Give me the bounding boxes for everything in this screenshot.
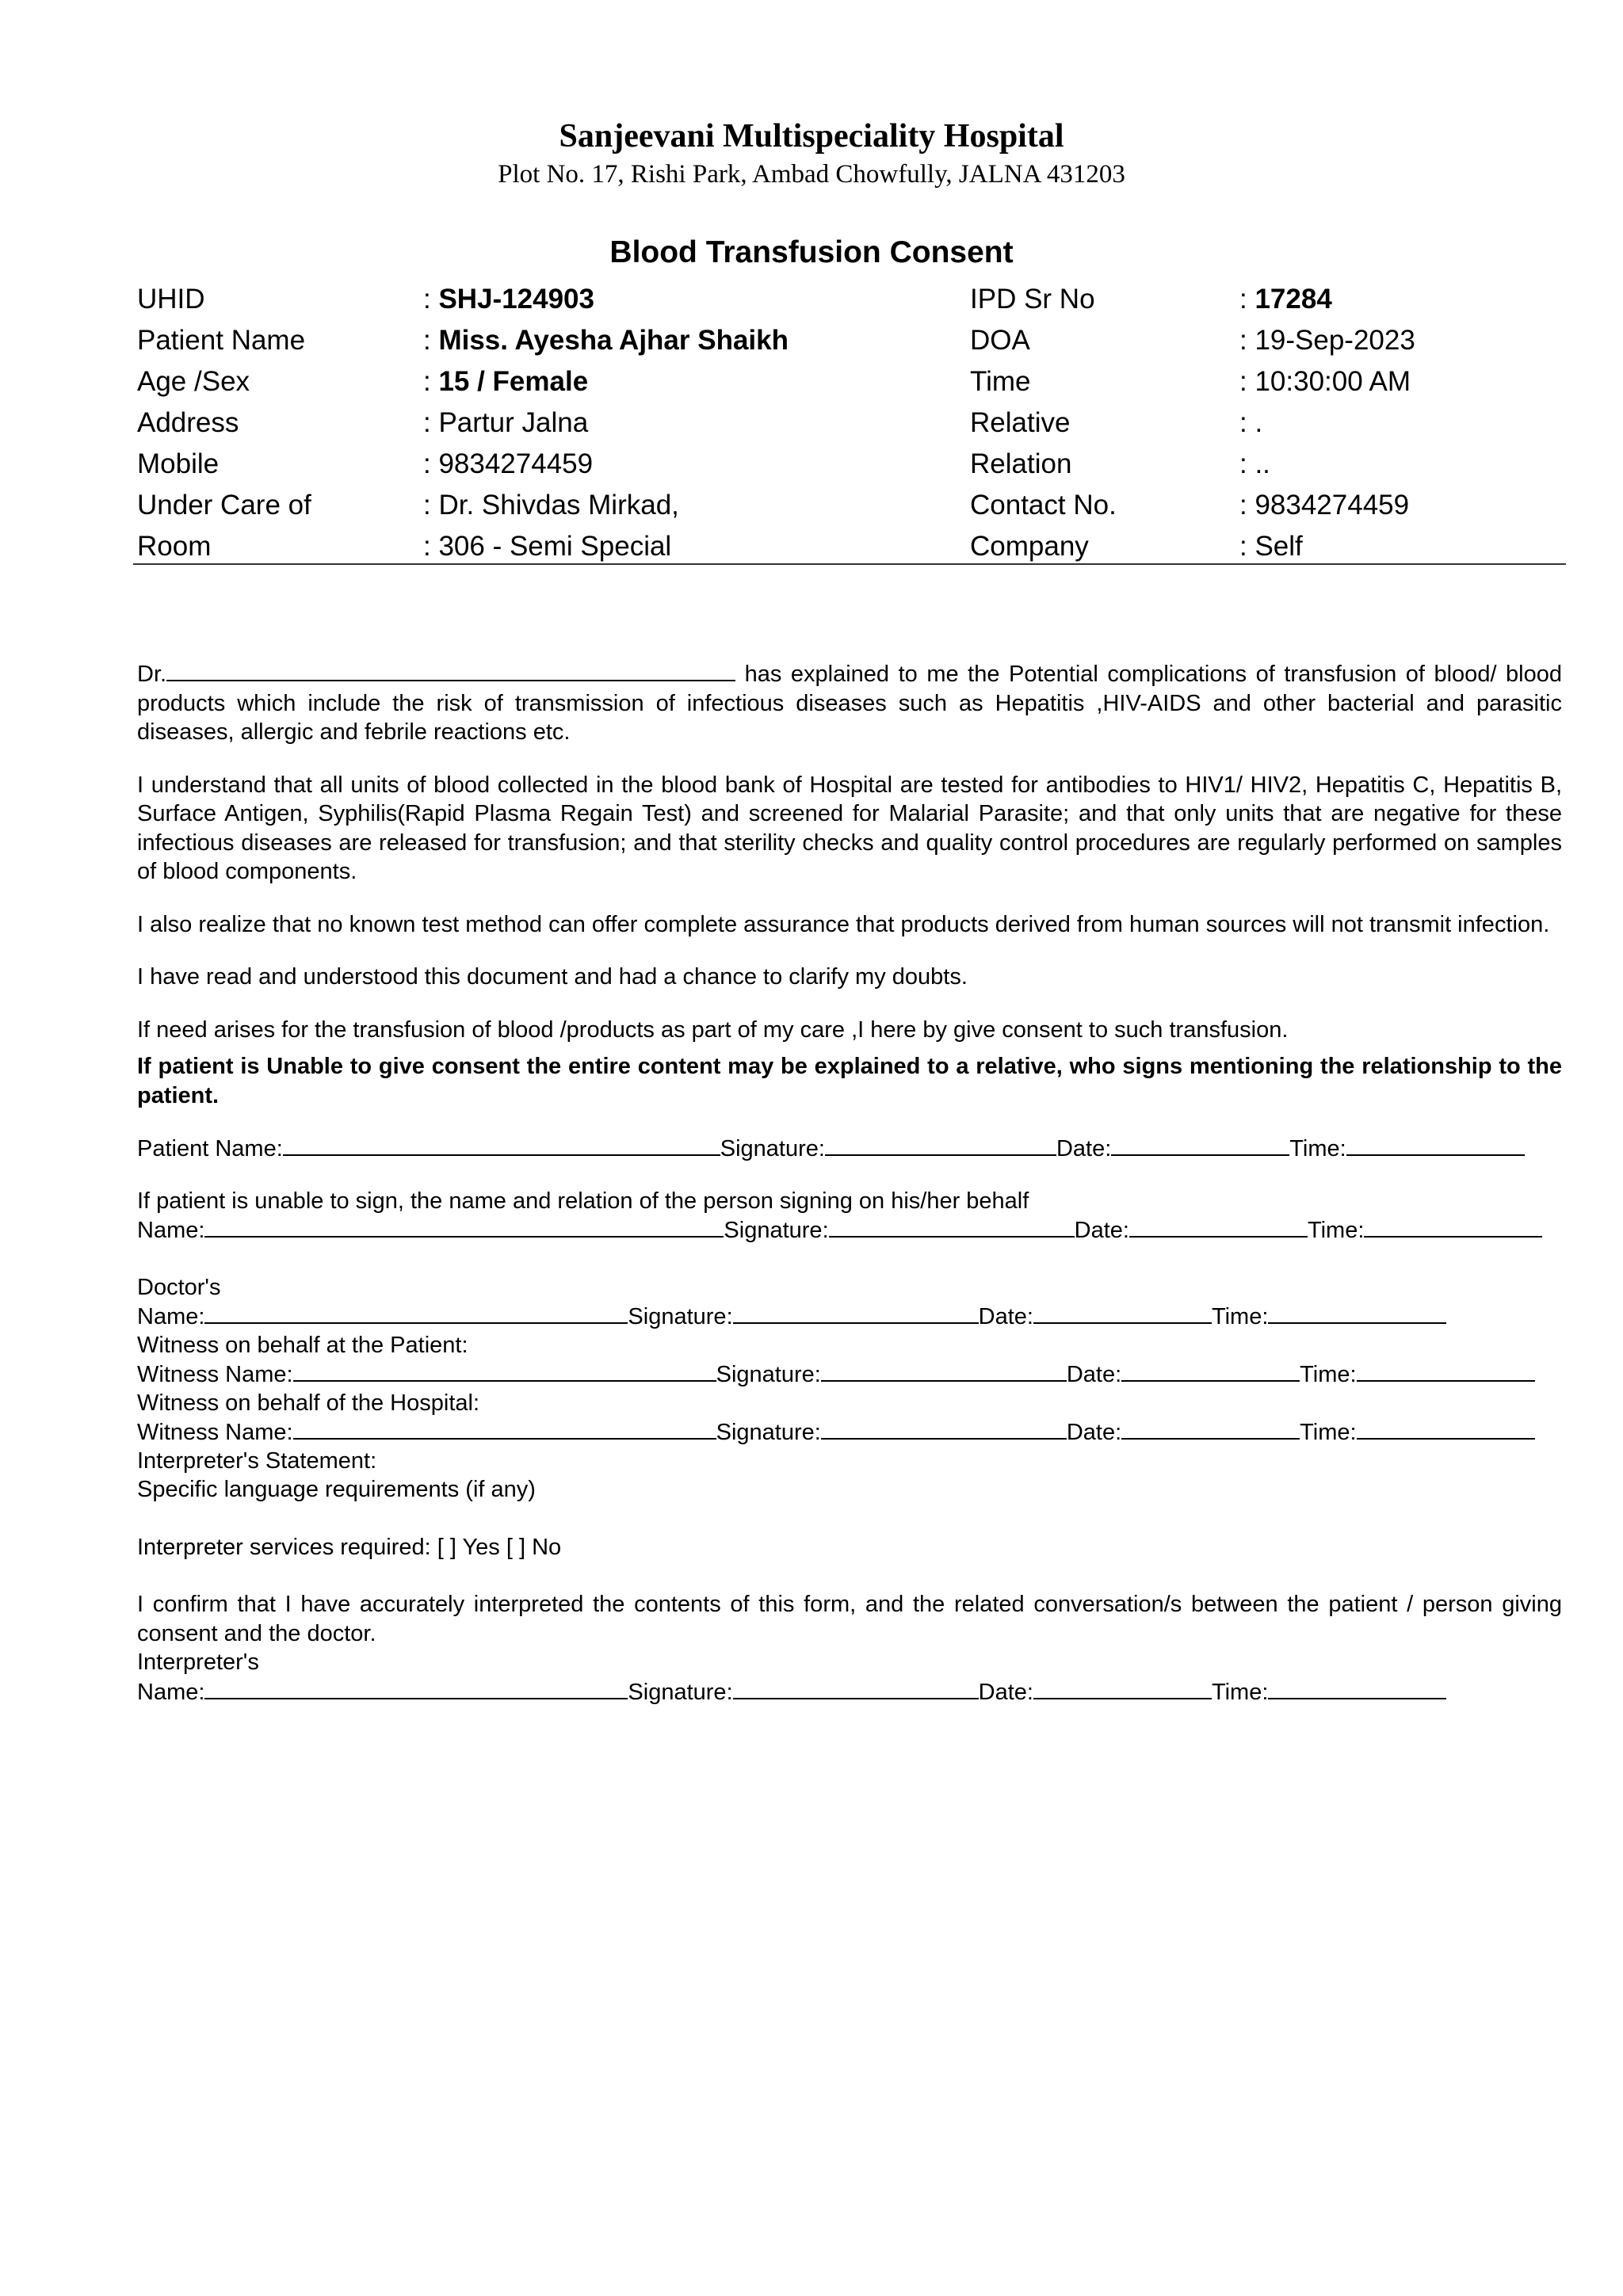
witness-hospital-name-blank[interactable] [293,1417,716,1440]
info-row-address [0,402,1623,444]
consent-paragraph-1: Dr. has explained to me the Potential complications of transfusion of blood/ blood products which include the risk of transmission of infectious diseases such as Hepatitis ,HIV-AIDS and other bacterial and parasitic diseases, allergic and febrile reactions etc. [137,659,1562,747]
form-title: Blood Transfusion Consent [609,235,1014,269]
doctor-time-blank[interactable] [1268,1302,1446,1324]
time-label: Time [970,366,1031,397]
age-sex-label: Age /Sex [137,366,250,397]
time-value: : 10:30:00 AM [1239,366,1411,397]
witness-patient-line: Witness Name: Signature: Date: Time: [137,1360,1562,1389]
info-row-under-care [0,485,1623,526]
contact-label: Contact No. [970,490,1117,521]
interpreter-name-blank[interactable] [204,1677,628,1699]
witness-patient-time-blank[interactable] [1357,1360,1535,1382]
patient-date-blank[interactable] [1111,1134,1289,1156]
info-row-mobile [0,444,1623,485]
ipd-value: : 17284 [1239,284,1332,315]
witness-hospital-line: Witness Name: Signature: Date: Time: [137,1417,1562,1447]
patient-info-table [0,279,1623,567]
address-label: Address [137,407,239,438]
doa-value: : 19-Sep-2023 [1239,325,1415,356]
doctor-signature-blank[interactable] [733,1302,979,1324]
doctor-signature-line: Name: Signature: Date: Time: [137,1302,1562,1331]
under-care-label: Under Care of [137,490,311,521]
doctor-date-blank[interactable] [1033,1302,1212,1324]
proxy-time-blank[interactable] [1364,1215,1542,1238]
patient-time-blank[interactable] [1346,1134,1525,1156]
relative-label: Relative [970,407,1071,438]
info-row-age-sex [0,361,1623,402]
witness-hospital-signature-blank[interactable] [821,1417,1067,1440]
doctors-heading: Doctor's [137,1274,221,1300]
language-requirements: Specific language requirements (if any) [137,1477,536,1502]
company-label: Company [970,531,1089,562]
witness-hospital-date-blank[interactable] [1121,1417,1300,1440]
consent-paragraph-2: I understand that all units of blood collected in the blood bank of Hospital are tested for antibodies to HIV1/ HIV2, Hepatitis C, Hepatitis B, Surface Antigen, Syphilis(Rapid Plasma Regain Test) and screened for Malarial Parasite; and that only units that are negative for these infectious diseases are released for transfusion; and that sterility checks and quality control procedures are regularly performed on samples of blood components. [137,772,1562,884]
relative-value: : . [1239,407,1263,438]
interpreter-statement-heading: Interpreter's Statement: [137,1447,377,1474]
uhid-label: UHID [137,284,205,315]
relation-label: Relation [970,448,1072,479]
proxy-date-blank[interactable] [1129,1215,1308,1238]
witness-hospital-time-blank[interactable] [1357,1417,1535,1440]
hospital-address: Plot No. 17, Rishi Park, Ambad Chowfully, JALNA 431203 [498,160,1125,189]
interpreter-date-blank[interactable] [1033,1677,1212,1699]
patient-name-label: Patient Name [137,325,306,356]
relation-value: : .. [1239,448,1270,479]
patient-name-value: : Miss. Ayesha Ajhar Shaikh [423,325,789,356]
contact-value: : 9834274459 [1239,490,1410,521]
info-divider [133,563,1566,565]
uhid-value: : SHJ-124903 [423,284,594,315]
mobile-value: : 9834274459 [423,448,594,479]
unable-note: If patient is unable to sign, the name and relation of the person signing on his/her behalf [137,1188,1029,1214]
interpreter-signature-blank[interactable] [733,1677,979,1699]
room-label: Room [137,531,212,562]
patient-signature-line: Patient Name: Signature: Date: Time: [137,1134,1562,1163]
witness-patient-heading: Witness on behalf at the Patient: [137,1332,468,1358]
under-care-value: : Dr. Shivdas Mirkad, [423,490,679,521]
witness-patient-signature-blank[interactable] [821,1360,1067,1382]
doa-label: DOA [970,325,1030,356]
witness-patient-date-blank[interactable] [1121,1360,1300,1382]
info-row-uhid [0,279,1623,320]
patient-name-blank[interactable] [283,1134,720,1156]
consent-paragraph-6: If patient is Unable to give consent the entire content may be explained to a relative, who signs mentioning the relationship to the patient. [137,1054,1562,1108]
doctor-name-blank[interactable] [166,659,735,681]
interpreter-time-blank[interactable] [1268,1677,1446,1699]
interpreter-confirmation: I confirm that I have accurately interpreted the contents of this form, and the related conversation/s between the patient / person giving consent and the doctor. [137,1592,1562,1646]
ipd-label: IPD Sr No [970,284,1095,315]
patient-signature-blank[interactable] [825,1134,1056,1156]
witness-patient-name-blank[interactable] [293,1360,716,1382]
consent-paragraph-4: I have read and understood this document and had a chance to clarify my doubts. [137,964,968,990]
proxy-name-blank[interactable] [204,1215,724,1238]
age-sex-value: : 15 / Female [423,366,589,397]
consent-paragraph-3: I also realize that no known test method can offer complete assurance that products derived from human sources will not transmit infection. [137,911,1550,937]
proxy-signature-line: Name: Signature: Date: Time: [137,1215,1562,1245]
interpreters-heading: Interpreter's [137,1650,259,1675]
room-value: : 306 - Semi Special [423,531,672,562]
mobile-label: Mobile [137,448,220,479]
info-row-patient-name [0,320,1623,361]
info-row-room [0,526,1623,567]
consent-body [137,659,1562,1706]
doctor-name-field[interactable] [204,1302,628,1324]
interpreter-required: Interpreter services required: [ ] Yes [ ] No [137,1534,562,1560]
hospital-name: Sanjeevani Multispeciality Hospital [559,118,1064,154]
witness-hospital-heading: Witness on behalf of the Hospital: [137,1390,480,1416]
company-value: : Self [1239,531,1303,562]
address-value: : Partur Jalna [423,407,589,438]
interpreter-signature-line: Name: Signature: Date: Time: [137,1677,1562,1707]
proxy-signature-blank[interactable] [829,1215,1075,1238]
consent-paragraph-5: If need arises for the transfusion of blood /products as part of my care ,I here by give consent to such transfusion. [137,1016,1289,1043]
